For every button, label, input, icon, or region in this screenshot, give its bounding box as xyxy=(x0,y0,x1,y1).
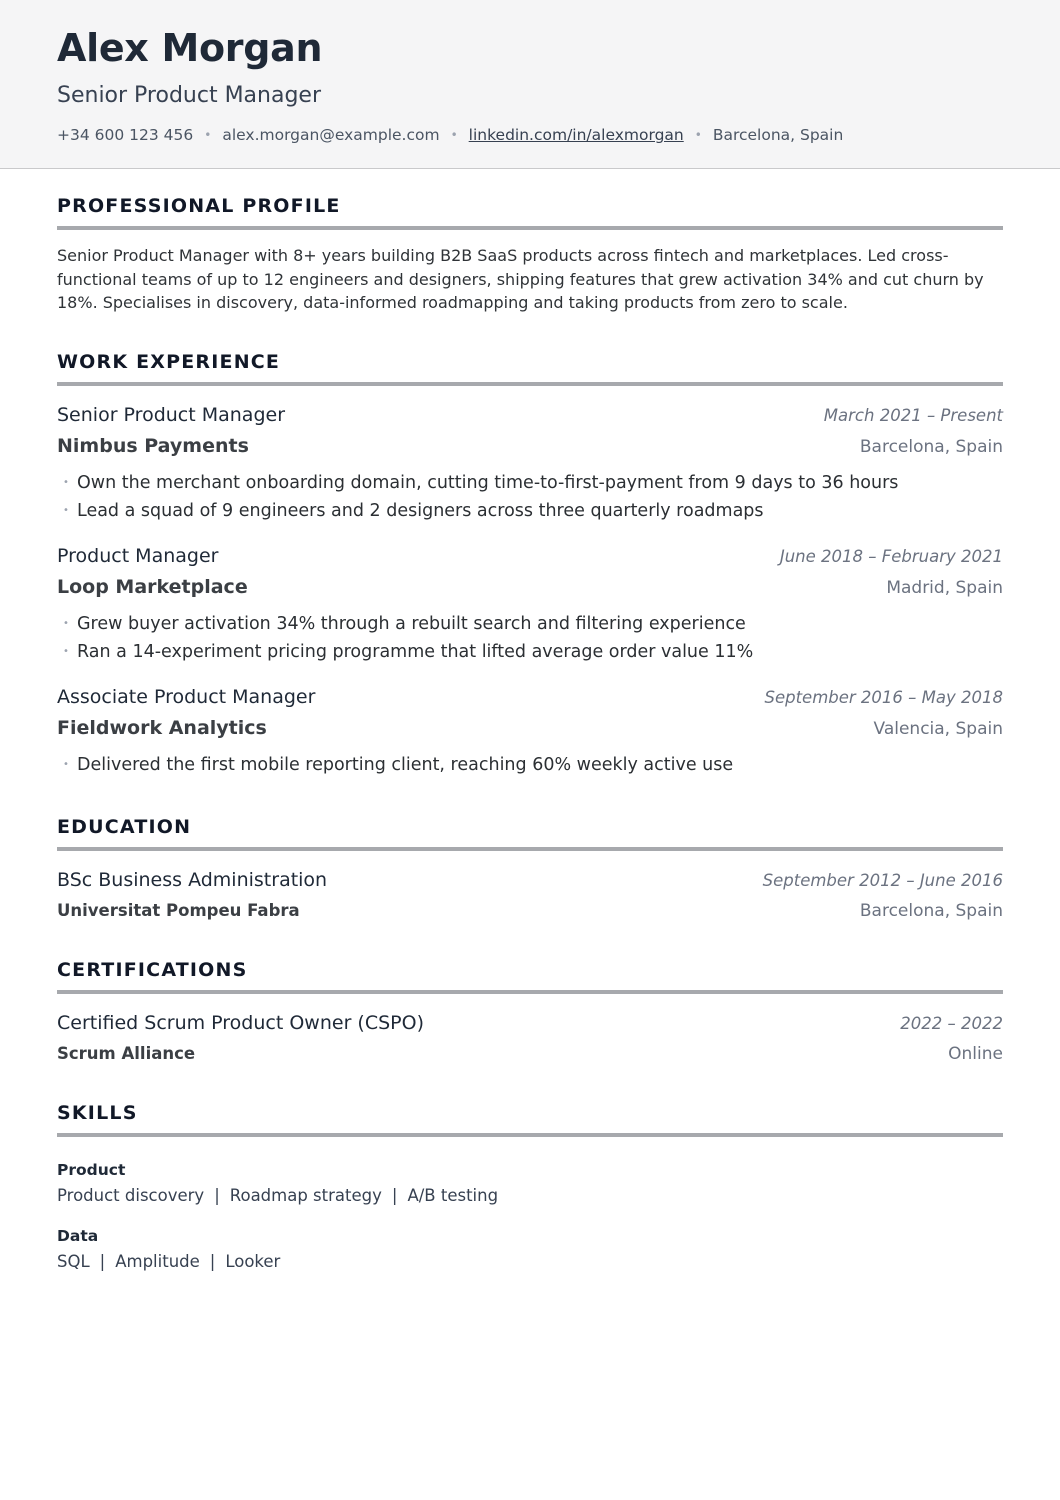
job-dates: September 2016 – May 2018 xyxy=(764,687,1003,707)
contact-location: Barcelona, Spain xyxy=(712,126,844,144)
contact-phone: +34 600 123 456 xyxy=(57,126,194,144)
job-dates: June 2018 – February 2021 xyxy=(779,546,1003,566)
education-dates: September 2012 – June 2016 xyxy=(762,870,1003,890)
job-role: Product Manager xyxy=(57,544,219,567)
bullet-text: Lead a squad of 9 engineers and 2 designers across three quarterly roadmaps xyxy=(77,500,764,521)
profile-section xyxy=(57,194,1003,315)
skill-group xyxy=(57,1159,1003,1209)
job-company: Nimbus Payments xyxy=(57,434,249,457)
bullet-dot-icon: • xyxy=(63,758,69,770)
skill-separator: | xyxy=(209,1251,216,1271)
skill-group xyxy=(57,1225,1003,1275)
job-company: Loop Marketplace xyxy=(57,575,248,598)
skill-item: Roadmap strategy xyxy=(229,1185,382,1205)
contact-email: alex.morgan@example.com xyxy=(222,126,440,144)
contact-line xyxy=(57,124,1003,146)
skill-category: Data xyxy=(57,1226,99,1245)
job-bullets xyxy=(57,751,1003,779)
skill-separator: | xyxy=(391,1185,398,1205)
bullet-item xyxy=(63,610,1003,638)
skill-item: SQL xyxy=(57,1251,90,1271)
bullet-dot-icon: • xyxy=(63,504,69,516)
bullet-dot-icon: • xyxy=(63,617,69,629)
certification-entry xyxy=(57,1008,1003,1069)
education-degree: BSc Business Administration xyxy=(57,868,328,891)
profile-summary: Senior Product Manager with 8+ years building B2B SaaS products across fintech and marketplaces. Led cross-functional teams of up to 12 engineers and designers, shipping features that grew activation 34% and cut churn by 18%. Specialises in discovery, data-informed roadmapping and taking products from zero to scale. xyxy=(57,246,984,312)
experience-section xyxy=(57,350,1003,779)
candidate-name: Alex Morgan xyxy=(57,26,323,70)
bullet-item xyxy=(63,751,1003,779)
resume-header xyxy=(0,0,1060,169)
skill-item: A/B testing xyxy=(407,1185,499,1205)
job-location: Barcelona, Spain xyxy=(859,436,1003,457)
bullet-dot-icon: • xyxy=(63,645,69,657)
contact-separator: • xyxy=(204,128,212,142)
job-role: Associate Product Manager xyxy=(57,685,316,708)
education-location: Barcelona, Spain xyxy=(859,900,1003,921)
education-school: Universitat Pompeu Fabra xyxy=(57,900,300,920)
bullet-dot-icon: • xyxy=(63,476,69,488)
bullet-text: Ran a 14-experiment pricing programme that lifted average order value 11% xyxy=(77,641,754,662)
education-entry xyxy=(57,865,1003,926)
job-entry xyxy=(57,541,1003,666)
section-heading-skills: SKILLS xyxy=(57,1101,1003,1137)
job-entry xyxy=(57,682,1003,779)
skill-item: Looker xyxy=(225,1251,281,1271)
section-heading-certifications: CERTIFICATIONS xyxy=(57,958,1003,994)
job-location: Madrid, Spain xyxy=(886,577,1003,598)
job-location: Valencia, Spain xyxy=(873,718,1003,739)
education-section xyxy=(57,815,1003,926)
job-dates: March 2021 – Present xyxy=(823,405,1003,425)
section-heading-education: EDUCATION xyxy=(57,815,1003,851)
resume-body xyxy=(0,194,1060,1275)
certification-issuer: Scrum Alliance xyxy=(57,1043,196,1063)
bullet-text: Grew buyer activation 34% through a rebuilt search and filtering experience xyxy=(77,613,746,634)
skill-list xyxy=(57,1249,1003,1275)
contact-separator: • xyxy=(450,128,458,142)
skill-item: Amplitude xyxy=(115,1251,200,1271)
job-role: Senior Product Manager xyxy=(57,403,286,426)
bullet-item xyxy=(63,497,1003,525)
skill-list xyxy=(57,1183,1003,1209)
job-company: Fieldwork Analytics xyxy=(57,716,267,739)
bullet-item xyxy=(63,638,1003,666)
skill-category: Product xyxy=(57,1160,126,1179)
candidate-title: Senior Product Manager xyxy=(57,83,322,108)
skill-separator: | xyxy=(214,1185,220,1205)
bullet-item xyxy=(63,469,1003,497)
skill-item: Product discovery xyxy=(57,1185,205,1205)
job-entry xyxy=(57,400,1003,525)
certification-dates: 2022 – 2022 xyxy=(900,1013,1003,1033)
skills-section xyxy=(57,1101,1003,1275)
contact-separator: • xyxy=(694,128,702,142)
certifications-section xyxy=(57,958,1003,1069)
contact-linkedin-link[interactable]: linkedin.com/in/alexmorgan xyxy=(468,126,684,144)
bullet-text: Own the merchant onboarding domain, cutting time-to-first-payment from 9 days to 36 hours xyxy=(77,472,899,493)
certification-name: Certified Scrum Product Owner (CSPO) xyxy=(57,1011,424,1034)
section-heading-experience: WORK EXPERIENCE xyxy=(57,350,1003,386)
bullet-text: Delivered the first mobile reporting client, reaching 60% weekly active use xyxy=(77,754,734,775)
skill-separator: | xyxy=(99,1251,106,1271)
section-heading-profile: PROFESSIONAL PROFILE xyxy=(57,194,1003,230)
certification-location: Online xyxy=(948,1043,1003,1064)
job-bullets xyxy=(57,469,1003,525)
job-bullets xyxy=(57,610,1003,666)
